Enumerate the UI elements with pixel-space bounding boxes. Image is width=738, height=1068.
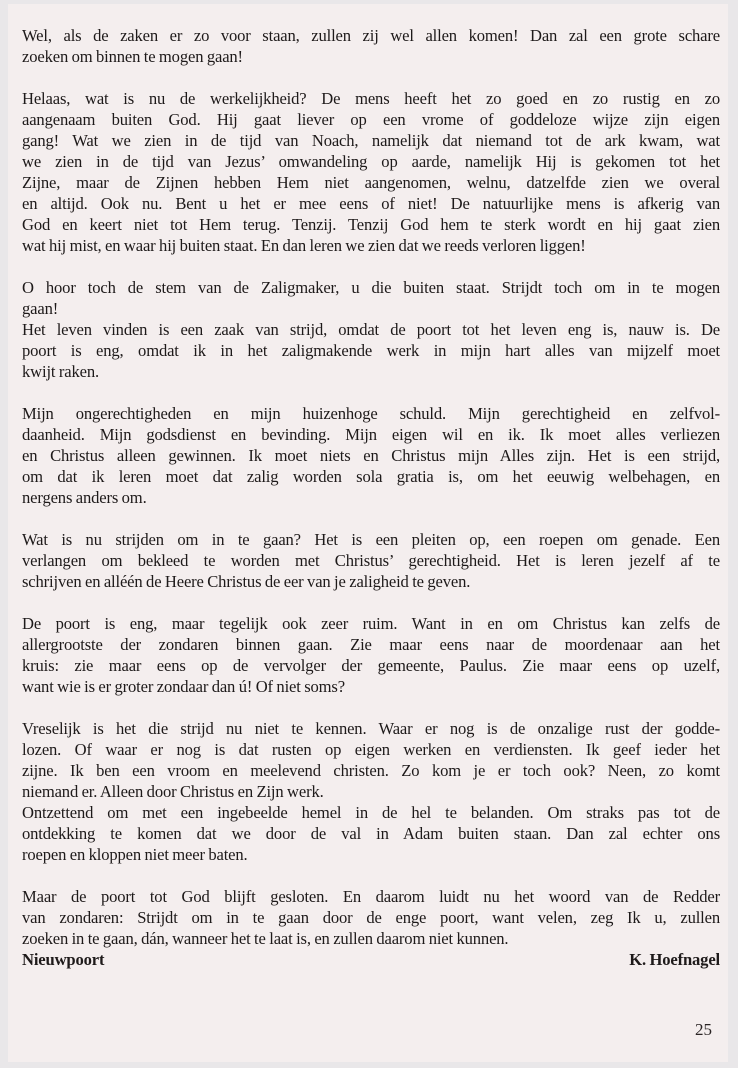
text-line: wat hij mist, en waar hij buiten staat. En dan leren we zien dat we reeds verloren liggen! (22, 236, 586, 255)
paragraph (22, 88, 720, 256)
text-line: gang! Wat we zien in de tijd van Noach, namelijk dat niemand tot de ark kwam, wat (22, 131, 720, 150)
text-line: Wat is nu strijden om in te gaan? Het is een pleiten op, een roepen om genade. Een (22, 530, 720, 549)
paragraph (22, 886, 720, 949)
text-line: niemand er. Alleen door Christus en Zijn werk. (22, 782, 324, 801)
text-line: roepen en kloppen niet meer baten. (22, 845, 248, 864)
paragraph-gap (22, 256, 720, 277)
paragraph-gap (22, 382, 720, 403)
page-number: 25 (695, 1020, 712, 1039)
paragraph (22, 25, 720, 67)
text-line: zijne. Ik ben een vroom en meelevend christen. Zo kom je er toch ook? Neen, zo komt (22, 761, 720, 780)
paragraph (22, 529, 720, 592)
signature (22, 949, 720, 970)
text-line: Ontzettend om met een ingebeelde hemel in de hel te belanden. Om straks pas tot de (22, 803, 720, 822)
text-line: Het leven vinden is een zaak van strijd, omdat de poort tot het leven eng is, nauw is. De (22, 320, 720, 339)
text-line: Vreselijk is het die strijd nu niet te kennen. Waar er nog is de onzalige rust der godde- (22, 719, 720, 738)
text-line: gaan! (22, 299, 59, 318)
paragraph-gap (22, 508, 720, 529)
text-line: Helaas, wat is nu de werkelijkheid? De mens heeft het zo goed en zo rustig en zo (22, 89, 720, 108)
text-line: en altijd. Ook nu. Bent u het er mee eens of niet! De natuurlijke mens is afkerig van (22, 194, 720, 213)
text-line: want wie is er groter zondaar dan ú! Of niet soms? (22, 677, 345, 696)
paragraph-gap (22, 592, 720, 613)
paragraph (22, 718, 720, 865)
text-line: daanheid. Mijn godsdienst en bevinding. Mijn eigen wil en ik. Ik moet alles verliezen (22, 425, 720, 444)
text-line: allergrootste der zondaren binnen gaan. Zie maar eens naar de moordenaar aan het (22, 635, 720, 654)
text-line: kwijt raken. (22, 362, 99, 381)
text-line: aangenaam buiten God. Hij gaat liever op een vrome of goddeloze wijze zijn eigen (22, 110, 720, 129)
text-line: en Christus alleen gewinnen. Ik moet niets en Christus mijn Alles zijn. Het is een strijd, (22, 446, 720, 465)
text-line: we zien in de tijd van Jezus’ omwandeling op aarde, namelijk Hij is gekomen tot het (22, 152, 720, 171)
signature-author: K. Hoefnagel (629, 950, 720, 969)
text-line: poort is eng, omdat ik in het zaligmakende werk in mijn hart alles van mijzelf moet (22, 341, 720, 360)
article-body (22, 25, 720, 970)
text-line: God en keert niet tot Hem terug. Tenzij. Tenzij God hem te sterk wordt en hij gaat zien (22, 215, 720, 234)
text-line: Wel, als de zaken er zo voor staan, zullen zij wel allen komen! Dan zal een grote schare (22, 26, 720, 45)
text-line: nergens anders om. (22, 488, 147, 507)
paragraph (22, 613, 720, 697)
text-line: Zijne, maar de Zijnen hebben Hem niet aangenomen, welnu, datzelfde zien we overal (22, 173, 720, 192)
text-line: om dat ik leren moet dat zalig worden sola gratia is, om het eeuwig welbehagen, en (22, 467, 720, 486)
paragraph-gap (22, 865, 720, 886)
text-line: van zondaren: Strijdt om in te gaan door de enge poort, want velen, zeg Ik u, zullen (22, 908, 720, 927)
text-line: Mijn ongerechtigheden en mijn huizenhoge schuld. Mijn gerechtigheid en zelfvol- (22, 404, 720, 423)
text-line: zoeken om binnen te mogen gaan! (22, 47, 243, 66)
text-line: kruis: zie maar eens op de vervolger der gemeente, Paulus. Zie maar eens op uzelf, (22, 656, 720, 675)
signature-place: Nieuwpoort (22, 950, 105, 969)
paragraph-gap (22, 697, 720, 718)
text-line: Maar de poort tot God blijft gesloten. En daarom luidt nu het woord van de Redder (22, 887, 720, 906)
text-line: schrijven en alléén de Heere Christus de eer van je zaligheid te geven. (22, 572, 471, 591)
text-line: De poort is eng, maar tegelijk ook zeer ruim. Want in en om Christus kan zelfs de (22, 614, 720, 633)
text-line: zoeken in te gaan, dán, wanneer het te laat is, en zullen daarom niet kunnen. (22, 929, 509, 948)
document-page (8, 4, 728, 1062)
text-line: verlangen om bekleed te worden met Christus’ gerechtigheid. Het is leren jezelf af te (22, 551, 720, 570)
paragraph (22, 277, 720, 382)
paragraph-gap (22, 67, 720, 88)
text-line: ontdekking te komen dat we door de val in Adam buiten staan. Dan zal echter ons (22, 824, 720, 843)
text-line: O hoor toch de stem van de Zaligmaker, u die buiten staat. Strijdt toch om in te mogen (22, 278, 720, 297)
text-line: lozen. Of waar er nog is dat rusten op eigen werken en verdiensten. Ik geef ieder het (22, 740, 720, 759)
paragraph (22, 403, 720, 508)
